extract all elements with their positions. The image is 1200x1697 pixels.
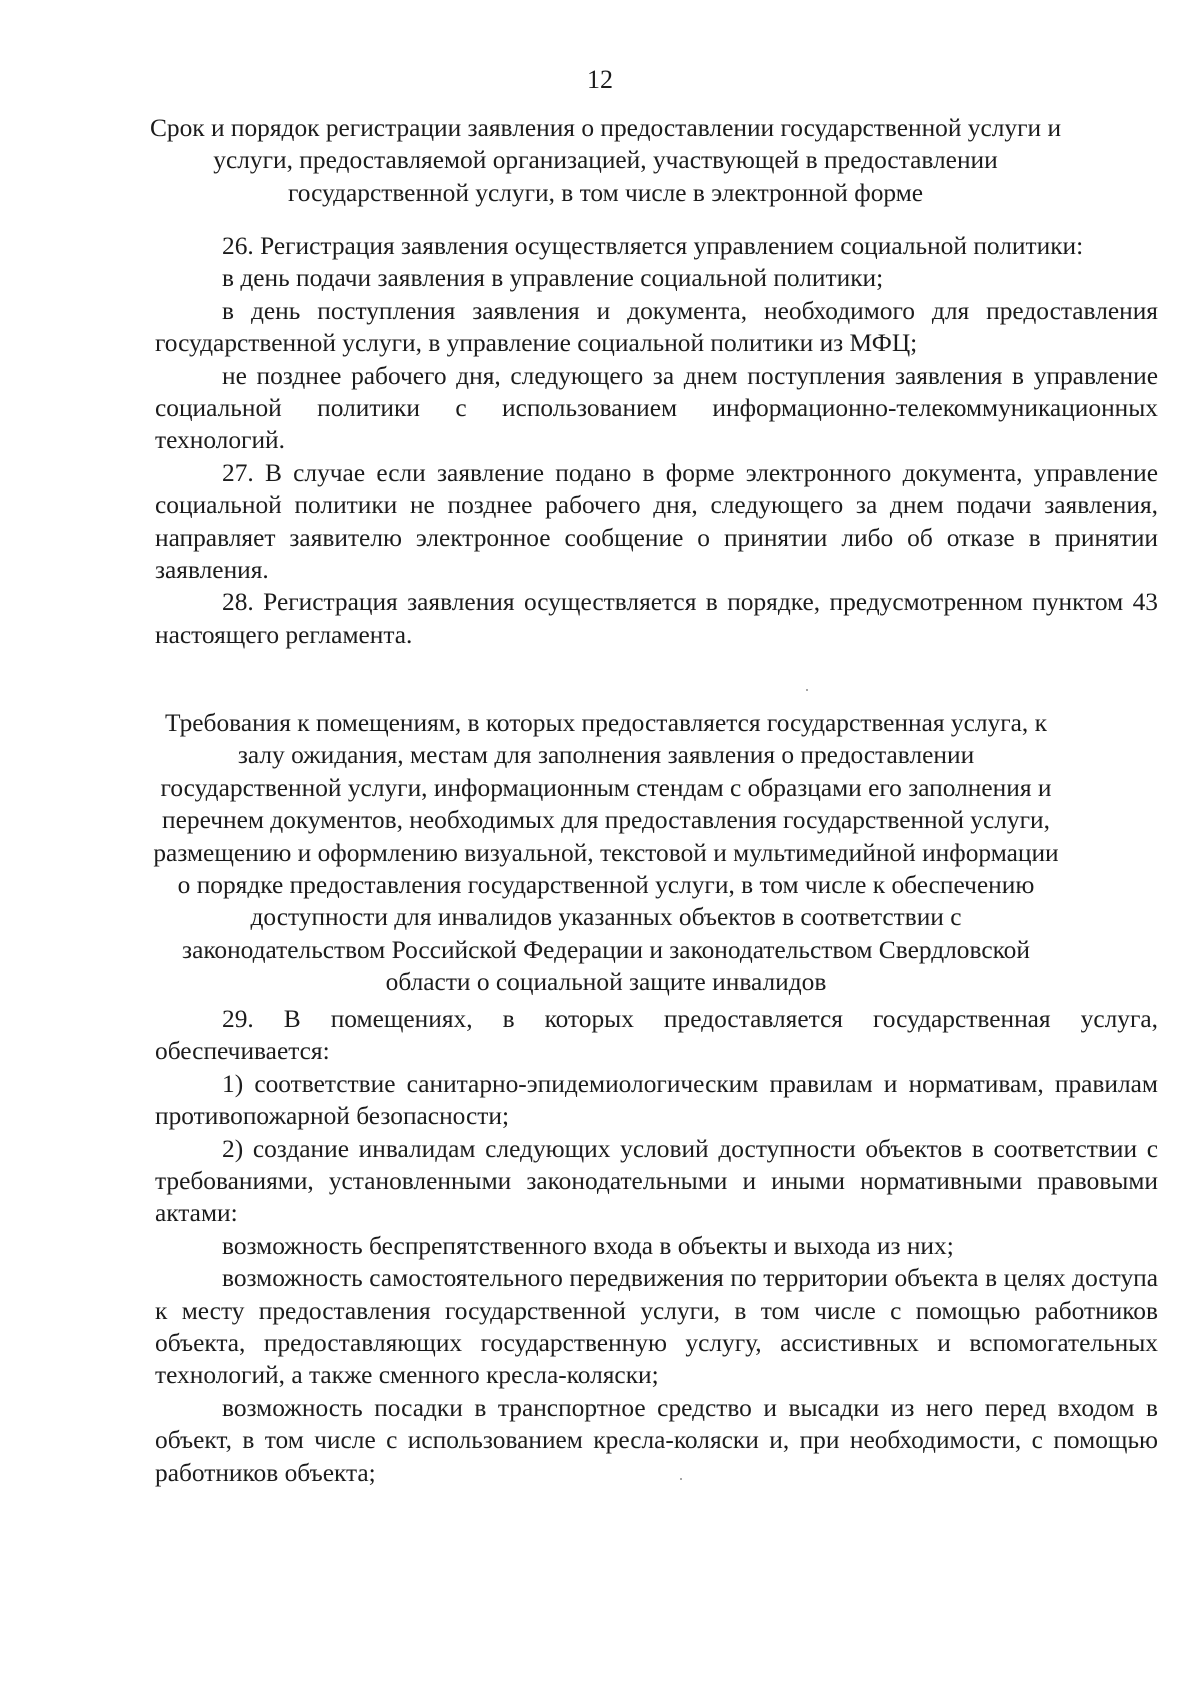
paragraph-28: 28. Регистрация заявления осуществляется в порядке, предусмотренном пунктом 43 настоящего регламента. (155, 588, 1158, 649)
section-heading-registration: Срок и порядок регистрации заявления о предоставлении государственной услуги и услуги, предоставляемой организацией, участвующей в предоставлении государственной услуги, в том числе в электронной форме (149, 114, 1062, 207)
paragraph-29-item-1: 1) соответствие санитарно-эпидемиологическим правилам и нормативам, правилам противопожарной безопасности; (155, 1069, 1158, 1131)
paragraph-29-item-2: 2) создание инвалидам следующих условий доступности объектов в соответствии с требованиями, установленными законодательными и иными нормативными правовыми актами: (155, 1134, 1158, 1228)
section-body-premises (155, 1003, 1158, 1489)
scan-speck (806, 689, 808, 691)
section-body-registration (155, 230, 1158, 651)
paragraph-27: 27. В случае если заявление подано в форме электронного документа, управление социальной политики не позднее рабочего дня, следующего за днем подачи заявления, направляет заявителю электронное сообщение о принятии либо об отказе в принятии заявления. (155, 458, 1158, 585)
page-number: 12 (587, 65, 613, 94)
paragraph-29-movement: возможность самостоятельного передвижения по территории объекта в целях доступа к месту предоставления государственной услуги, в том числе с помощью работников объекта, предоставляющих государственную услугу, ассистивных и вспомогательных технологий, а также сменного кресла-коляски; (155, 1264, 1158, 1390)
section-heading-premises: Требования к помещениям, в которых предоставляется государственная услуга, к залу ожидания, местам для заполнения заявления о предоставлении государственной услуги, информационным стендам с образцами его заполнения и перечнем документов, необходимых для предоставления государственной услуги, размещению и оформлению визуальной, текстовой и мультимедийной информации о порядке предоставления государственной услуги, в том числе к обеспечению доступности для инвалидов указанных объектов в соответствии с законодательством Российской Федерации и законодательством Свердловской области о социальной защите инвалидов (153, 709, 1059, 997)
paragraph-29-entry-access: возможность беспрепятственного входа в объекты и выхода из них; (222, 1231, 954, 1260)
paragraph-26: 26. Регистрация заявления осуществляется управлением социальной политики: (222, 232, 1084, 260)
paragraph-26-item-1: в день подачи заявления в управление социальной политики; (222, 264, 884, 293)
paragraph-29-transport: возможность посадки в транспортное средство и высадки из него перед входом в объект, в том числе с использованием кресла-коляски и, при необходимости, с помощью работников объекта; (155, 1393, 1158, 1487)
paragraph-26-item-2: в день поступления заявления и документа, необходимого для предоставления государственной услуги, в управление социальной политики из МФЦ; (155, 296, 1158, 358)
paragraph-29: 29. В помещениях, в которых предоставляется государственная услуга, обеспечивается: (155, 1005, 1158, 1066)
scan-speck (680, 1478, 682, 1480)
paragraph-26-item-3: не позднее рабочего дня, следующего за днем поступления заявления в управление социальной политики с использованием информационно-телекоммуникационных технологий. (155, 361, 1158, 455)
